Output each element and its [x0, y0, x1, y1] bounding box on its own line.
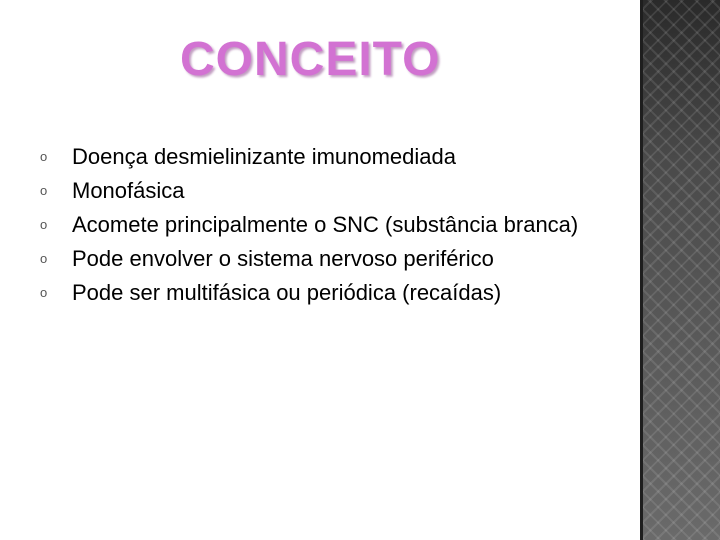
- bullet-item: [40, 140, 600, 174]
- bullet-text: Pode ser multifásica ou periódica (recaídas): [72, 280, 502, 305]
- bullet-marker-icon: o: [40, 149, 48, 164]
- slide-title: CONCEITO: [180, 33, 441, 86]
- bullet-item: [40, 174, 600, 208]
- decorative-side-panel: [643, 0, 720, 540]
- bullet-text: Doença desmielinizante imunomediada: [72, 144, 457, 169]
- bullet-text: Monofásica: [72, 178, 185, 203]
- bullet-marker-icon: o: [40, 285, 48, 300]
- bullet-item: [40, 242, 600, 276]
- bullet-item: [40, 208, 600, 242]
- bullet-marker-icon: o: [40, 251, 48, 266]
- bullet-text: Pode envolver o sistema nervoso periférico: [72, 246, 494, 271]
- bullet-list: [40, 140, 600, 310]
- bullet-item: [40, 276, 600, 310]
- bullet-text: Acomete principalmente o SNC (substância branca): [72, 212, 579, 237]
- bullet-marker-icon: o: [40, 183, 48, 198]
- bullet-marker-icon: o: [40, 217, 48, 232]
